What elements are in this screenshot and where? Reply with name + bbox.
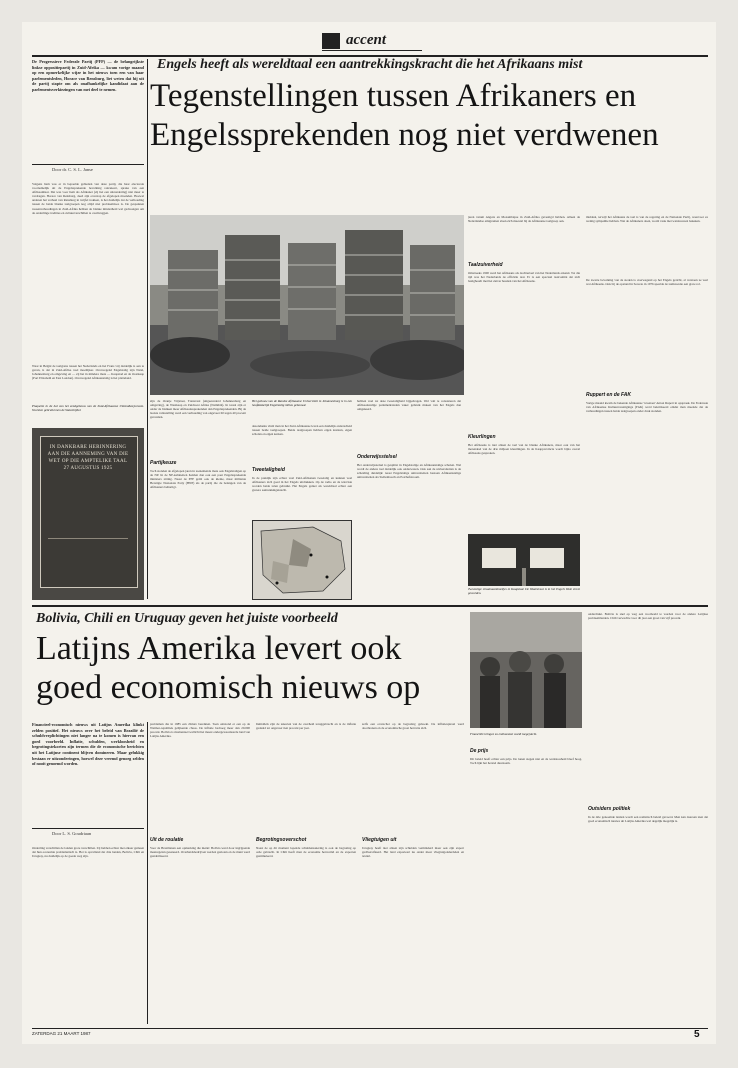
subhead-taalzuiverheid: Taalzuiverheid [468, 262, 503, 268]
sign-pole [522, 568, 526, 586]
article1-caption-plaque: Plaquette in de hal van het zendgebouw van de Zuid-Afrikaanse Uitzendkorporasie. Voorzien gebruikt men de Statenbijbel. [32, 404, 144, 413]
subhead-outsiders: Outsiders politiek [588, 806, 631, 812]
page-number: 5 [694, 1029, 700, 1040]
article1-lead: De Progressieve Federale Partij (PFP) — de belangrijkste linkse oppositiepartij in Zuid-Afrika — kwam vorige maand op een opmerkelijke wijze in het nieuws toen een van haar parlementsleden, Horace van Rensburg, liet weten dat hij uit de partij stapte om als onafhankelijke kandidaat aan de parlementsverkiezingen van mei deel te nemen. [32, 59, 144, 92]
article1-headline-line2: Engelssprekenden nog niet verdwenen [150, 117, 659, 153]
article1-byline: Door dr. C. S. L. Janse [52, 167, 93, 172]
map-drawing [253, 521, 351, 599]
subhead-tweetaligheid: Tweetaligheid [252, 467, 285, 473]
article1-col6-text: middaal, terwijl het Afrikaans de taal is van de regering en de Nationale Partij, waarvoor ze weinig sympathie hebben. Wat de Afrikaners doen, wordt vaak met wantrouwen bekeken. [586, 215, 708, 224]
subhead-begrotingsoverschot: Begrotingsoverschot [256, 837, 307, 843]
article1-col4-text: hebben veel tot deze tweetaligheid bijgedragen. Wel valt te constateren dat Afrikaanstalige parlementsleden vaker gebruik maken van het Engels dan omgekeerd. [357, 399, 461, 412]
article1-col3-text-b: In de praktijk zijn echter veel Zuid-Afrikanen tweetalig en kunnen veel Afrikaners zich goed in het Engels uitdrukken. Op de radio en de televisie worden beide talen gebruikt. Het Engels geniet als wereldtaal echter een grotere aantrekkingskracht. [252, 476, 352, 493]
article1-col2-text: zijn de Oranje Vrijstaat, Transvaal (uitgezonderd Johannesburg en omgeving), de Westkaap en Zuidwest Afrika (Namibië). In totaal zijn er onder de blanken meer Afrikaanssprekenden dan Engelssprekenden. Bij de laatste volkstelling werd een verhouding van ongeveer 60 tegen 40 procent gevonden. [150, 399, 246, 420]
plaque-photo [32, 428, 144, 600]
sign-board-left [482, 548, 516, 568]
article2-lead-box [32, 722, 144, 842]
subhead-kleurlingen: Kleurlingen [468, 434, 496, 440]
article2-col3-text: Inmiddels zijn de tekorten van de overheid teruggebracht en is de inflatie gedaald tot ongeveer tien procent per jaar. [256, 722, 356, 731]
article2-col2-text: problemen die in 1985 een climax bereikten. Toen ontstond er een op de Weimar-republiek gelijkende chaos. De inflatie bedroeg meer dan 20.000 procent. Bolivia is momenteel wellicht het meest ondergewaardeerde land van Latijns Amerika. [150, 722, 250, 739]
article1-col3-text: desondanks vindt men in het Zuid-Afrikaanse leven een duidelijk onderscheid tussen beide taalgroepen. Beide taalgroepen hebben eigen kranten, eigen scholen en eigen kerken. [252, 424, 352, 437]
article-divider [32, 605, 708, 607]
crowd-photo-drawing [470, 612, 582, 728]
south-africa-map [252, 520, 352, 600]
article2-col6-text: onderdrukt. Bolivia is snel op weg een voorbeeld te worden voor de andere Latijnse probleemlanden. Chili verwachte voor dit jaar een groei van vijf procent. [588, 612, 708, 621]
lead2-divider [32, 828, 144, 829]
article2-headline-line2: goed economisch nieuws op [36, 669, 421, 706]
article2-photo-caption: Financiële kringen zo enthousiast wordt toegejuicht. [470, 732, 537, 736]
sign-board-right [530, 548, 564, 568]
article1-kicker: Engels heeft als wereldtaal een aantrekkingskracht die het Afrikaans mist [157, 57, 583, 72]
article2-col4-text: zelfs een overschot op de begroting geboekt. De inflatiespiraal werd doorbroken en de economische groei hervatte zich. [362, 722, 464, 731]
subhead-onderwijsstelsel: Onderwijsstelsel [357, 454, 397, 460]
subhead-partijkeuze: Partijkeuze [150, 460, 177, 466]
footer-rule [32, 1028, 708, 1029]
masthead-title: accent [346, 32, 386, 48]
article2-lead: Financieel-economisch nieuws uit Latijns Amerika klinkt zelden positief. Het nieuws over het beleid van Brazilië de schuldverplichtingen niet langer na te komen is hiervan een goed voorbeeld. Inflatie, schulden, werkloosheid en begrotingstekorten zijn termen die de economische berichten uit het Latijnse continent blijven domineren. Maar gelukkig bestaan er uitzonderingen, hoewel deze vreemd genoeg zelden of nooit genoemd worden. [32, 722, 144, 767]
article1-col6-text-c: Vorige maand kwam de bekende Afrikaanse 'tovenaar' Anton Rupert in opspraak. De Federasie van Afrikaanse Kultuurvereniginge (FAK) werd bekritiseerd omdat men meende dat de verhoudingen tussen beide taalgroepen onder druk stonden. [586, 401, 708, 414]
article2-col4-text-b: Uruguay heeft niet alleen zijn schulden verminderd maar ook zijn export gediversifieerd. Het land exporteert nu onder meer vliegtuigonderdelen en textiel. [362, 846, 464, 859]
article1-headline-line1: Tegenstellingen tussen Afrikaners en [150, 78, 637, 114]
article1-col5-text-b: Omstreeks 1900 werd het Afrikaans als dochtertaal van het Nederlands erkend. Tot die tijd was het Nederlands de officiële taal. Er is een speciaal taalcomité dat zich bezighoudt met het zuiver houden van het Afrikaans. [468, 271, 580, 284]
masthead-emblem-icon [322, 33, 340, 49]
lead-vertical-rule [147, 59, 148, 599]
footer-date: ZATERDAG 21 MAART 1987 [32, 1031, 91, 1036]
article2-col1-text: Onderling verschillen de landen grote verschillen. Zij hebben echter met elkaar gemeen dat hun economie problematisch is. Het is opvallend dat drie landen, Bolivia, Chili en Uruguay, nu duidelijk op de goede weg zijn. [32, 846, 144, 859]
subhead-vliegtuigen: Vliegtuigen uit [362, 837, 397, 843]
subhead-prijs: De prijs [470, 748, 489, 754]
lead2-vertical-rule [147, 722, 148, 1024]
article1-col5-text: jaren vanuit Angola en Mozambique in Zuid-Afrika gevestigd hebben. Alleen de Nederlandse emigranten slaan zich meestal bij de Afrikaanse taalgroep aan. [468, 215, 580, 224]
article1-col1-text: Volgens hem was er in bepaalde gebieden van deze partij, die haar electorale voornamelijk uit de Engelssprekende bevolking rekruteert, sprake van een Afrikaanhaat. Dat was voor hem als Afrikaner (zij het een uitzondering) niet meer te verdragen. Horace van Rensburg, deed zijn overstap de afgelopen maanden. Hoewel anderen het verhaal van Rensburg in twijfel trokken, is het duidelijk dat de verhouding tussen de beide blanke taalgroepen nog altijd niet probleemloos is. De gespannen rassenverhoudingen in Zuid-Afrika hebben de blanke minderheid wel gedwongen om de onderlinge tradities en cultuurverschillen te overbruggen. [32, 182, 144, 215]
article2-col2-text-b: Voor de Brazilianen een opmerking die merkt: Bolivia werd door ingrijpende maatregelen gesaneerd. Overheidsbedrijven werden gesloten en de munt werd gestabiliseerd. [150, 846, 250, 859]
plaque-lower-inscription [48, 538, 128, 575]
article2-headline-line1: Latijns Amerika levert ook [36, 630, 402, 667]
article1-sign-caption: Tweetalige straatnaambordjes in Kaapstad. De Waalstraat is in het Engels Wale street geworden. [468, 587, 580, 596]
crowd-photo [470, 612, 582, 728]
plaque-text: IN DANKBARE HERINNERING AAN DIE AANNEMING VAN DIE WET OP DIE AMPTELIKE TAAL 27 AUGUSTUS 1925 [47, 445, 129, 471]
article1-col5-text-c: Het Afrikaans is niet alleen de taal van de blanke Afrikaners, maar ook van het merendeel van de drie miljoen kleurlingen. In de Kaapprovincie wordt bijna overal Afrikaans gesproken. [468, 443, 580, 456]
newspaper-page [22, 22, 716, 1044]
subhead-ruppert: Ruppert en de FAK [586, 392, 632, 398]
masthead-logo [322, 32, 422, 51]
article2-kicker: Bolivia, Chili en Uruguay geven het juiste voorbeeld [36, 611, 338, 626]
article2-col5-text: Dit beleid heeft echter een prijs. De lonen stegen niet en de werkloosheid bleef hoog. Toch lijkt het herstel duurzaam. [470, 757, 582, 766]
article2-col6-text-b: In de drie genoemde landen wordt een realistisch beleid gevoerd. Men kan daaraan zien dat goed economisch nieuws uit Latijns Amerika wel degelijk mogelijk is. [588, 815, 708, 824]
street-sign-photo [468, 534, 580, 586]
university-photo [150, 215, 464, 395]
subhead-roulatie: Uit de roulatie [150, 837, 184, 843]
article1-col4-text-b: Het onderwijsstelsel is gesplitst in Engelstalige en Afrikaanstalige scholen. Wel wordt de andere taal duidelijk ook onderwezen. Ook aan de universiteiten is de scheiding duidelijk: naast Engelstalige universiteiten bestaan Afrikaanstalige universiteiten als Stellenbosch en Potchefstroom. [357, 463, 461, 480]
article1-photo-caption: Het gebouw van de Randse Afrikaanse Universiteit in Johannesburg is in een hoofdzakelijk Engelstalig milieu gebouwd. [252, 399, 352, 408]
lead-divider [32, 164, 144, 165]
article1-col6-text-b: De zwarte bevolking van de steden is overwegend op het Engels gericht, al verstaan ze veel wat Afrikaans. Ook bij de opstand in Soweto in 1976 speelde de taalkwestie een grote rol. [586, 278, 708, 287]
article2-col3-text-b: Naast de op dit moment lopende schuldensanering is ook de begroting op orde gebracht. In Chili heeft men de economie hervormd en de exporten gestimuleerd. [256, 846, 356, 859]
article1-col2-text-b: Toch stonden de afgelopen jaren in toenemende mate ook Engelstaligen op de NP. In de NP-kabinetten hadden dan ook een paar Engelssprekende ministers zitting. Naast de PFP geldt ook de kleine, maar militante Herstigte Nasionale Party (HNP) als de partij die de belangen van de Afrikaners behartigt. [150, 469, 246, 490]
university-photo-drawing [150, 215, 464, 395]
article1-col1-text-b: Waar in België de taalgrens tussen het Nederlands en het Frans vrij duidelijk is aan te geven, is dat in Zuid-Afrika veel moeilijker. Overwegend Engelstalig zijn Natal, Johannesburg en omgeving en — zij het in mindere mate — Kaapstad en de Oostkaap (Port Elizabeth en East London). Overwegend Afrikaanstalig is het platteland. [32, 364, 144, 381]
article1-lead-box [32, 59, 144, 179]
article2-byline: Door L. S. Goudriaan [52, 831, 92, 836]
